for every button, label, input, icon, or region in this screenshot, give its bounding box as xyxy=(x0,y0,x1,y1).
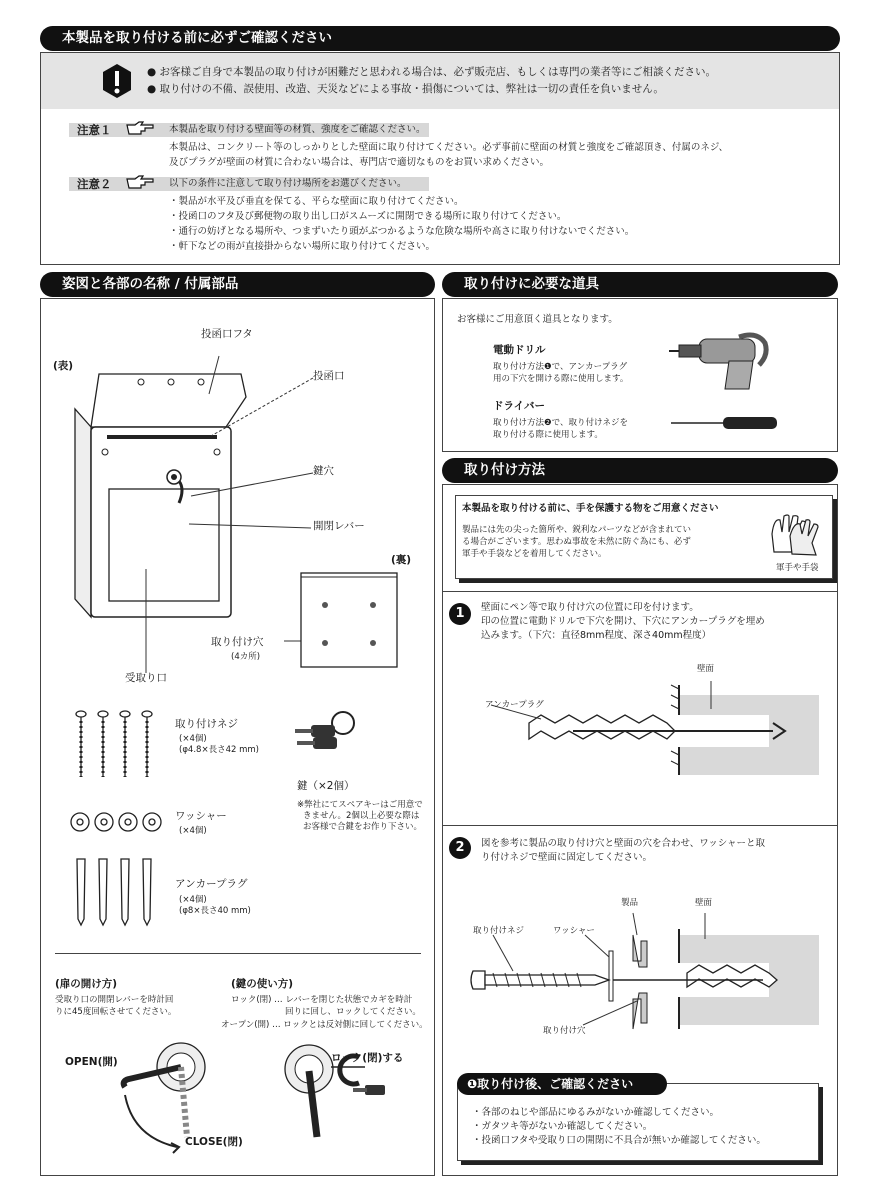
driver-line: 取り付ける際に使用します。 xyxy=(493,430,603,440)
caution2-line: ・製品が水平及び垂直を保てる、平らな壁面に取り付けてください。 xyxy=(169,196,464,207)
step2-screw-label: 取り付けネジ xyxy=(473,926,525,936)
step2-line: 図を参考に製品の取り付け穴と壁面の穴を合わせ、ワッシャーと取 xyxy=(481,838,766,849)
glove-line: 製品には先の尖った箇所や、鋭利なパーツなどが含まれてい xyxy=(462,525,691,535)
key-name: 鍵（×2個） xyxy=(297,780,355,792)
method-header xyxy=(442,458,838,483)
caution1-tag: 注意１ xyxy=(77,123,112,137)
notice-band xyxy=(41,53,839,109)
check-line: ・投函口フタや受取り口の開閉に不具合が無いか確認してください。 xyxy=(472,1135,766,1146)
receive-label: 受取り口 xyxy=(125,672,167,684)
driver-name: ドライバー xyxy=(493,400,545,412)
washer-name: ワッシャー xyxy=(175,810,227,822)
key-note: お客様で合鍵をお作り下さい。 xyxy=(303,822,423,832)
step2-line: り付けネジで壁面に固定してください。 xyxy=(481,852,653,863)
glove-label: 軍手や手袋 xyxy=(776,563,819,573)
parts-header xyxy=(40,272,435,297)
caution2-line: ・投函口のフタ及び郵便物の取り出し口がスムーズに開閉できる場所に取り付けてください。 xyxy=(169,211,567,222)
caution2-line: ・軒下などの雨が直接掛からない場所に取り付けてください。 xyxy=(169,241,436,252)
check-line: ・各部のねじや部品にゆるみがないか確認してください。 xyxy=(472,1107,720,1118)
door-title: (扉の開け方) xyxy=(55,978,118,990)
step1-line: 壁面にペン等で取り付け穴の位置に印を付けます。 xyxy=(481,602,699,613)
keyuse-line: 回りに回し、ロックしてください。 xyxy=(285,1007,421,1017)
washer-qty: (×4個) xyxy=(179,826,207,836)
method-box xyxy=(442,484,838,1176)
check-title: ❶取り付け後、ご確認ください xyxy=(457,1073,667,1095)
caution2-tag: 注意２ xyxy=(77,177,112,191)
open-label: OPEN(開) xyxy=(65,1056,118,1068)
caution2-line: ・通行の妨げとなる場所や、つまずいたり頭がぶつかるような危険な場所や高さに取り付けないでください。 xyxy=(169,226,635,237)
screwdriver-icon xyxy=(671,415,781,431)
step2-product-label: 製品 xyxy=(621,898,639,908)
drill-name: 電動ドリル xyxy=(493,344,546,356)
check-line: ・ガタツキ等がないか確認してください。 xyxy=(472,1121,653,1132)
step1-wall-label: 壁面 xyxy=(697,664,715,674)
glove-card xyxy=(455,495,833,579)
caution2-head: 以下の条件に注意して取り付け場所をお選びください。 xyxy=(169,178,407,189)
driver-line: 取り付け方法❷で、取り付けネジを xyxy=(493,418,628,428)
notice-box xyxy=(40,52,840,265)
screw-size: (φ4.8×長さ42 mm) xyxy=(179,745,259,755)
electric-drill-icon xyxy=(669,331,779,401)
glove-icon xyxy=(768,514,822,558)
caution1-line: 本製品は、コンクリート等のしっかりとした壁面に取り付けてください。必ず事前に壁面の材質と強度をご確認頂き、付属のネジ、 xyxy=(169,142,729,153)
slot-label: 投函口 xyxy=(313,370,345,382)
method-title: 取り付け方法 xyxy=(464,462,545,478)
divider xyxy=(443,591,837,592)
step2-hole-label: 取り付け穴 xyxy=(543,1026,586,1036)
screw-name: 取り付けネジ xyxy=(175,718,238,730)
key-note: きません。2個以上必要な際は xyxy=(303,811,420,821)
anchor-plug-icon xyxy=(71,857,166,927)
keyuse-line: ロック(閉) … レバーを閉じた状態でカギを時計 xyxy=(231,995,413,1005)
caution1-head: 本製品を取り付ける壁面等の材質、強度をご確認ください。 xyxy=(169,124,426,135)
mount-hole-label: 取り付け穴 xyxy=(211,636,264,648)
step1-line: 印の位置に電動ドリルで下穴を開け、下穴にアンカープラグを埋め xyxy=(481,616,765,627)
glove-line: る場合がございます。思わぬ事故を未然に防ぐ為にも、必ず xyxy=(462,537,691,547)
step2-number: 2 xyxy=(449,837,471,859)
glove-line: 軍手や手袋などを着用してください。 xyxy=(462,549,607,559)
front-label: (表) xyxy=(53,360,74,372)
close-label: CLOSE(閉) xyxy=(185,1136,243,1148)
anchor-size: (φ8×長さ40 mm) xyxy=(179,906,251,916)
drill-line: 用の下穴を開ける際に使用します。 xyxy=(493,374,629,384)
step2-mount-diagram xyxy=(443,905,837,1035)
door-line: りに45度回転させてください。 xyxy=(55,1007,177,1017)
lever-label: 開閉レバー xyxy=(313,520,365,532)
step1-anchor-diagram xyxy=(443,675,837,785)
drill-line: 取り付け方法❶で、アンカープラグ xyxy=(493,362,628,372)
mailbox-back-illustration xyxy=(299,569,399,669)
notice-header xyxy=(40,26,840,51)
step2-washer-label: ワッシャー xyxy=(553,926,595,936)
pointing-hand-icon xyxy=(125,175,155,191)
step1-line: 込みます。（下穴：直径8mm程度、深さ40mm程度） xyxy=(481,630,712,641)
screw-icon xyxy=(71,709,166,781)
step1-anchor-label: アンカープラグ xyxy=(485,700,544,710)
back-label: (裏) xyxy=(391,554,412,566)
mount-hole-count: (4カ所) xyxy=(231,652,261,662)
lock-label: ロック(閉)する xyxy=(331,1052,404,1064)
keyuse-title: (鍵の使い方) xyxy=(231,978,294,990)
tools-intro: お客様にご用意頂く道具となります。 xyxy=(457,314,618,325)
pointing-hand-icon xyxy=(125,121,155,137)
anchor-qty: (×4個) xyxy=(179,895,207,905)
notice-bullet: ● お客様ご自身で本製品の取り付けが困難だと思われる場合は、必ず販売店、もしくは専門の業者等にご相談ください。 xyxy=(147,66,716,78)
divider xyxy=(55,953,421,954)
exclamation-icon xyxy=(101,63,133,99)
notice-bullet: ● 取り付けの不備、誤使用、改造、天災などによる事故・損傷については、弊社は一切の責任を負いません。 xyxy=(147,83,664,95)
step2-wall-label: 壁面 xyxy=(695,898,713,908)
key-note: ※弊社にてスペアキーはご用意で xyxy=(297,800,423,810)
parts-title: 姿図と各部の名称 / 付属部品 xyxy=(62,276,239,292)
notice-title: 本製品を取り付ける前に必ずご確認ください xyxy=(62,30,332,46)
divider xyxy=(443,825,837,826)
anchor-name: アンカープラグ xyxy=(175,878,248,890)
key-icon xyxy=(291,709,361,759)
keyhole-label: 鍵穴 xyxy=(313,465,334,477)
washer-icon xyxy=(69,811,169,833)
parts-box xyxy=(40,298,435,1176)
tools-box xyxy=(442,298,838,452)
keyuse-line: オープン(開) … ロックとは反対側に回してください。 xyxy=(221,1020,428,1030)
caution1-line: 及びプラグが壁面の材質に合わない場合は、専門店で適切なものをお買い求めください。 xyxy=(169,157,550,168)
lid-label: 投函口フタ xyxy=(201,328,253,340)
step1-number: 1 xyxy=(449,603,471,625)
screw-qty: (×4個) xyxy=(179,734,207,744)
tools-header xyxy=(442,272,838,297)
door-line: 受取り口の開閉レバーを時計回 xyxy=(55,995,174,1005)
glove-head: 本製品を取り付ける前に、手を保護する物をご用意ください xyxy=(462,503,719,514)
tools-title: 取り付けに必要な道具 xyxy=(464,276,599,292)
